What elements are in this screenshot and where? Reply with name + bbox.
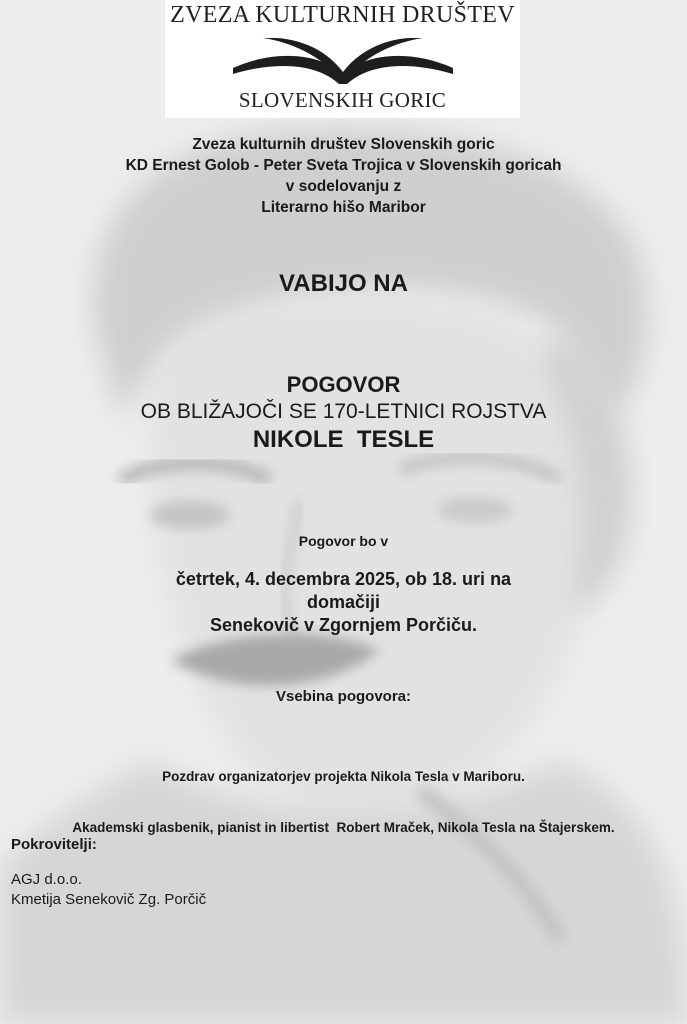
content-heading: Vsebina pogovora: [275,688,412,705]
open-book-icon [233,38,453,90]
sponsors-heading: Pokrovitelji: [11,836,97,853]
org-logo-header [165,0,520,118]
logo-top-text: ZVEZA KULTURNIH DRUŠTEV [170,2,515,28]
organizer-line: KD Ernest Golob - Peter Sveta Trojica v Slovenskih goricah [125,157,562,174]
event-name: NIKOLE TESLE [252,426,435,453]
logo-bottom-text: SLOVENSKIH GORIC [238,88,447,112]
event-subtitle: OB BLIŽAJOČI SE 170-LETNICI ROJSTVA [140,400,547,423]
organizers-block [0,134,687,218]
schedule-details [0,568,687,637]
schedule-line: domačiji [306,592,381,612]
content-list [0,734,687,853]
invite-heading: VABIJO NA [279,270,408,297]
schedule-intro: Pogovor bo v [298,533,389,549]
organizer-line: Literarno hišo Maribor [261,199,426,216]
sponsor-item: Kmetija Senekovič Zg. Porčič [11,891,207,908]
event-title: POGOVOR [286,372,401,397]
sponsors-list [11,870,206,910]
content-line: Pozdrav organizatorjev projekta Nikola Tesla v Mariboru. [162,769,525,784]
organizer-line: Zveza kulturnih društev Slovenskih goric [192,136,495,153]
schedule-line: četrtek, 4. decembra 2025, ob 18. uri na [175,569,512,589]
schedule-line: Senekovič v Zgornjem Porčiču. [209,615,478,635]
sponsor-item: AGJ d.o.o. [11,871,82,888]
content-line: Akademski glasbenik, pianist in libertist Robert Mraček, Nikola Tesla na Štajerskem. [72,820,615,835]
organizer-line: v sodelovanju z [285,178,402,195]
